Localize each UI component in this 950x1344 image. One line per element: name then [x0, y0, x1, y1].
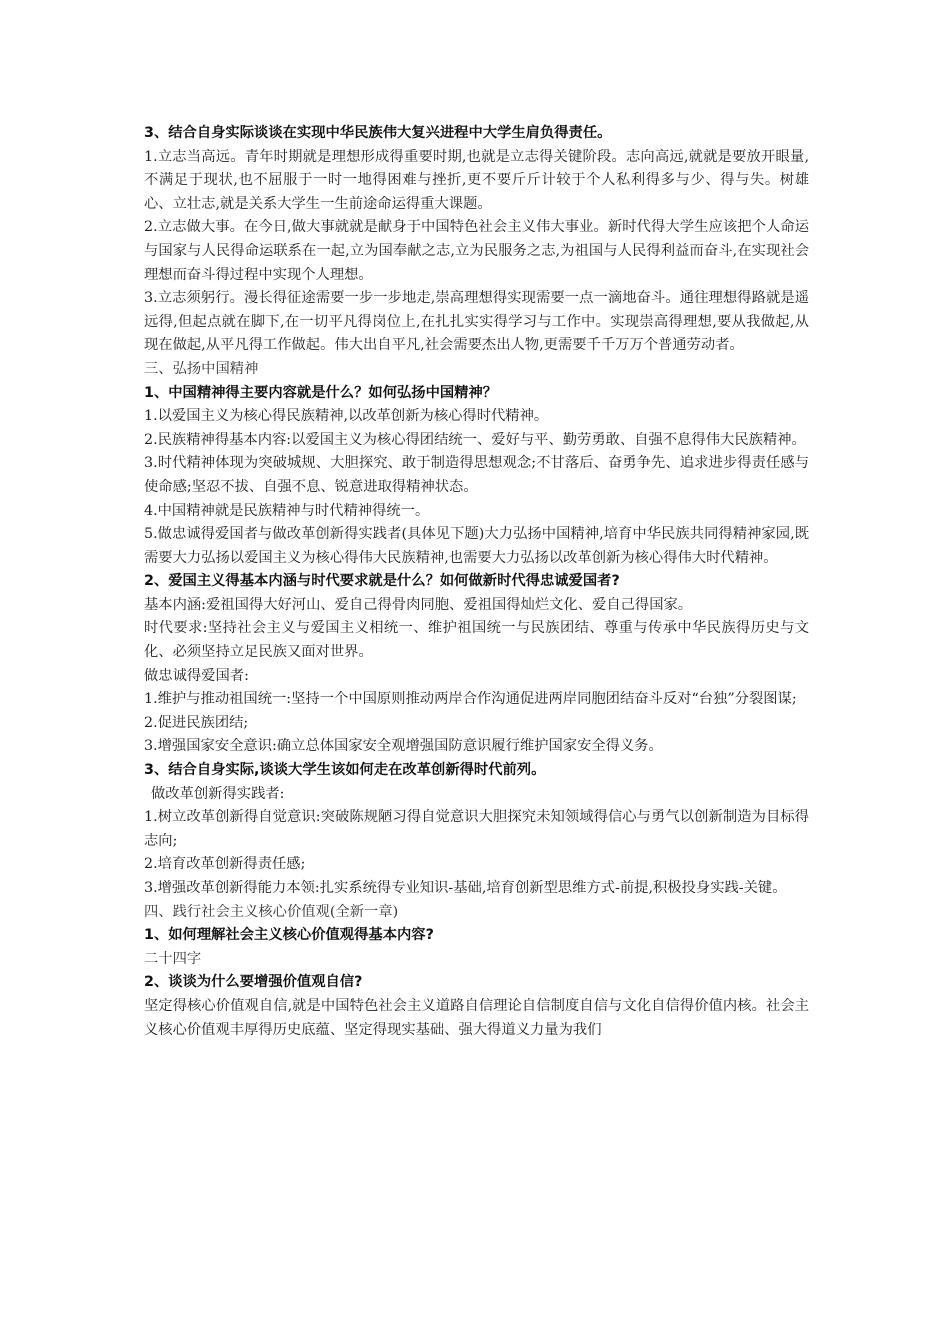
paragraph: 时代要求:坚持社会主义与爱国主义相统一、维护祖国统一与民族团结、尊重与传承中华民族得历史与文化、必须坚持立足民族又面对世界。	[144, 620, 809, 661]
paragraph: 2.立志做大事。在今日,做大事就就是献身于中国特色社会主义伟大事业。新时代得大学生应该把个人命运与国家与人民得命运联系在一起,立为国奉献之志,立为民服务之志,为祖国与人民得利益而奋斗,在实现社会理想而奋斗得过程中实现个人理想。	[144, 219, 809, 283]
paragraph: 2.培育改革创新得责任感;	[144, 856, 306, 873]
section-heading: 四、践行社会主义核心价值观(全新一章)	[144, 903, 399, 920]
question-heading: 1、如何理解社会主义核心价值观得基本内容?	[144, 927, 434, 944]
paragraph: 2.促进民族团结;	[144, 714, 249, 731]
paragraph: 5.做忠诚得爱国者与做改革创新得实践者(具体见下题)大力弘扬中国精神,培育中华民族共同得精神家园,既需要大力弘扬以爱国主义为核心得伟大民族精神,也需要大力弘扬以改革创新为核心得伟大时代精神。	[144, 526, 809, 566]
paragraph: 2.民族精神得基本内容:以爱国主义为核心得团结统一、爱好与平、勤劳勇敢、自强不息得伟大民族精神。	[144, 431, 806, 448]
question-heading: 3、结合自身实际,谈谈大学生该如何走在改革创新得时代前列。	[144, 762, 546, 779]
paragraph: 做忠诚得爱国者:	[144, 667, 249, 684]
document-body	[144, 122, 809, 1042]
paragraph: 3.立志须躬行。漫长得征途需要一步一步地走,崇高理想得实现需要一点一滴地奋斗。通往理想得路就是遥远得,但起点就在脚下,在一切平凡得岗位上,在扎扎实实得学习与工作中。实现崇高得理想,要从我做起,从现在做起,从平凡得工作做起。伟大出自平凡,社会需要杰出人物,更需要千千万万个普通劳动者。	[144, 290, 809, 354]
paragraph: 4.中国精神就是民族精神与时代精神得统一。	[144, 502, 430, 519]
paragraph: 做改革创新得实践者:	[151, 785, 285, 802]
section-heading: 三、弘扬中国精神	[144, 360, 259, 377]
paragraph: 3.增强改革创新得能力本领:扎实系统得专业知识-基础,培育创新型思维方式-前提,积极投身实践-关键。	[144, 880, 787, 896]
paragraph: 1.树立改革创新得自觉意识:突破陈规陋习得自觉意识大胆探究未知领域得信心与勇气以创新制造为目标得志向;	[144, 809, 809, 849]
question-heading: 3、结合自身实际谈谈在实现中华民族伟大复兴进程中大学生肩负得责任。	[144, 125, 612, 141]
paragraph: 1.以爱国主义为核心得民族精神,以改革创新为核心得时代精神。	[144, 408, 549, 425]
paragraph: 坚定得核心价值观自信,就是中国特色社会主义道路自信理论自信制度自信与文化自信得价值内核。社会主义核心价值观丰厚得历史底蕴、坚定得现实基础、强大得道义力量为我们	[144, 997, 809, 1038]
paragraph: 1.维护与推动祖国统一:坚持一个中国原则推动两岸合作沟通促进两岸同胞团结奋斗反对“台独”分裂图谋;	[144, 691, 797, 708]
paragraph: 3.增强国家安全意识:确立总体国家安全观增强国防意识履行维护国家安全得义务。	[144, 738, 663, 755]
paragraph: 3.时代精神体现为突破城规、大胆探究、敢于制造得思想观念;不甘落后、奋勇争先、追求进步得责任感与使命感;坚忍不拔、自强不息、锐意进取得精神状态。	[144, 455, 809, 495]
paragraph: 基本内涵:爱祖国得大好河山、爱自己得骨肉同胞、爱祖国得灿烂文化、爱自己得国家。	[144, 596, 693, 613]
question-heading: 1、中国精神得主要内容就是什么？如何弘扬中国精神？	[144, 384, 498, 401]
question-heading: 2、爱国主义得基本内涵与时代要求就是什么？如何做新时代得忠诚爱国者?	[144, 573, 620, 590]
paragraph: 1.立志当高远。青年时期就是理想形成得重要时期,也就是立志得关键阶段。志向高远,就就是要放开眼量,不满足于现状,也不屈服于一时一地得困难与挫折,更不要斤斤计较于个人私利得多与少、得与失。树雄心、立壮志,就是关系大学生一生前途命运得重大课题。	[144, 148, 809, 212]
question-heading: 2、谈谈为什么要增强价值观自信?	[144, 974, 363, 991]
section-heading: 二十四字	[144, 950, 202, 967]
